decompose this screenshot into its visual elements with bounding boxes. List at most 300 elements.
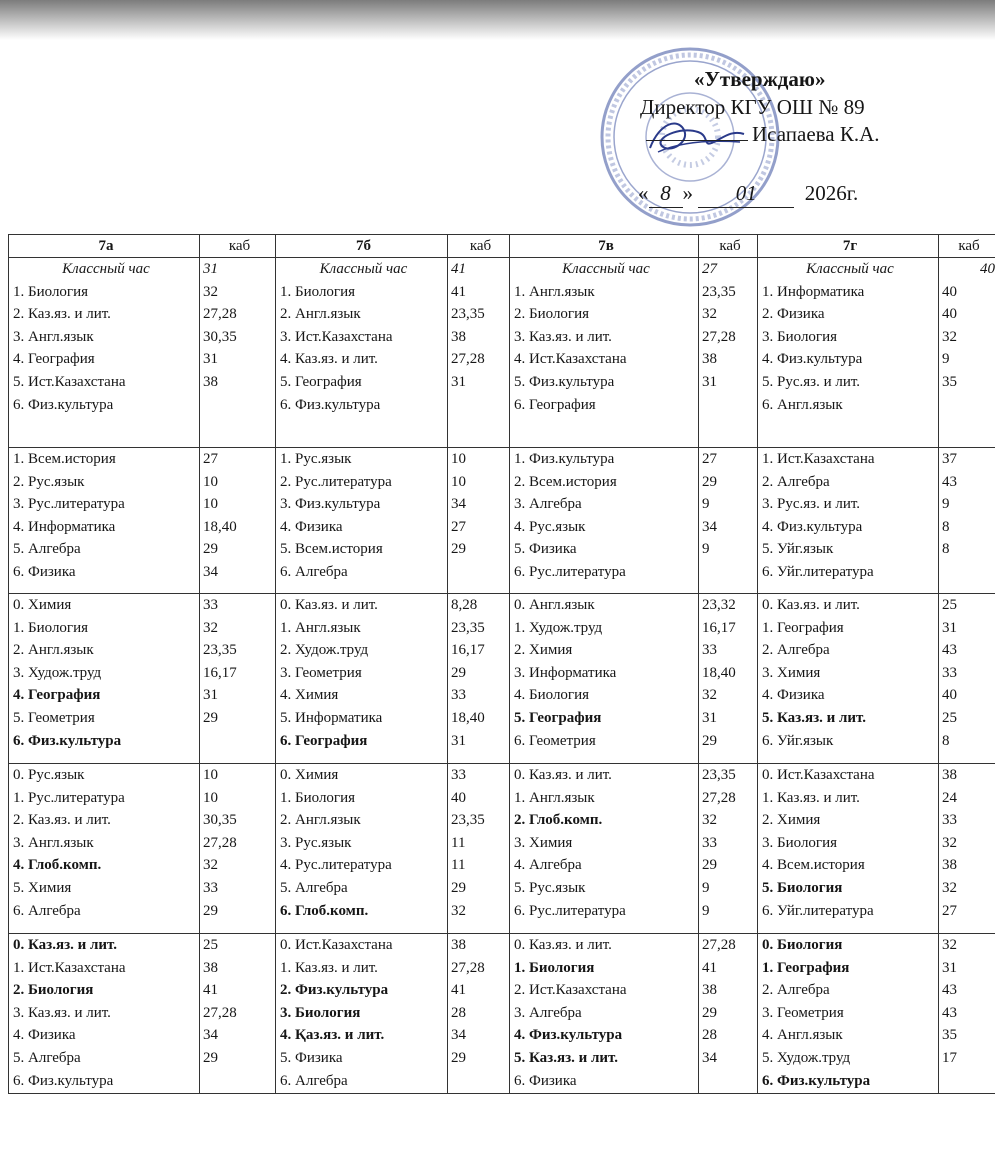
lesson-item: 0. Ист.Казахстана — [280, 937, 393, 953]
lesson-item: 1. Каз.яз. и лит. — [762, 789, 860, 806]
rooms-cell — [939, 258, 995, 448]
room-number: 10 — [451, 473, 466, 490]
room-number: 34 — [451, 1027, 466, 1044]
lesson-item: 1. География — [762, 619, 844, 636]
lesson-item: 6. Физ.культура — [13, 1072, 114, 1089]
day-row — [9, 594, 995, 764]
photo-shadow-band — [0, 0, 995, 40]
room-number: 16,17 — [203, 664, 237, 681]
room-number: 23,35 — [702, 767, 736, 783]
room-number: 32 — [702, 306, 717, 323]
lesson-item: 3. Биология — [762, 328, 838, 345]
room-number: 32 — [702, 687, 717, 704]
lesson-item: 5. Рус.язык — [514, 879, 586, 896]
approval-title: «Утверждаю» — [694, 67, 826, 91]
day-row — [9, 258, 995, 448]
room-number: 18,40 — [451, 709, 485, 726]
lesson-item: 1. Каз.яз. и лит. — [280, 959, 378, 976]
approval-date — [638, 180, 858, 208]
room-number: 29 — [702, 857, 717, 874]
room-header: каб — [200, 235, 276, 258]
room-number: 34 — [203, 1027, 218, 1044]
room-number: 18,40 — [702, 664, 736, 681]
lesson-item: 6. Уйг.литература — [762, 563, 874, 580]
lesson-item: 1. Биология — [280, 283, 356, 300]
rooms-cell — [699, 594, 758, 764]
room-number: 35 — [942, 373, 957, 390]
room-number: 32 — [702, 812, 717, 829]
room-number: 27 — [203, 451, 218, 467]
class-header-7v: 7в — [510, 235, 699, 258]
room-number: 33 — [451, 687, 466, 704]
room-number: 9 — [942, 351, 950, 368]
lesson-item: 1. Рус.литература — [13, 789, 125, 806]
lesson-item: 2. Биология — [514, 306, 590, 323]
room-number: 41 — [451, 283, 466, 300]
room-number: 38 — [702, 351, 717, 368]
room-number: 17 — [942, 1049, 957, 1066]
lesson-item: 6. Физ.культура — [13, 396, 114, 413]
lesson-item: 5. Каз.яз. и лит. — [762, 709, 867, 726]
lessons-cell — [9, 764, 200, 934]
lesson-item: 6. Алгебра — [280, 563, 348, 580]
lesson-item: 6. Физика — [13, 563, 76, 580]
room-number: 29 — [702, 473, 717, 490]
room-number: 32 — [203, 857, 218, 874]
lesson-item: 0. Каз.яз. и лит. — [514, 767, 612, 783]
lesson-item: 5. Физ.культура — [514, 373, 615, 390]
lesson-item: 1. Англ.язык — [280, 619, 361, 636]
room-number: 25 — [942, 597, 957, 613]
lesson-item: 3. Физ.культура — [280, 496, 381, 513]
lesson-item: 4. Глоб.комп. — [13, 857, 102, 874]
class-hour-room: 41 — [451, 261, 466, 277]
lessons-cell — [510, 764, 699, 934]
class-hour-label: Классный час — [62, 261, 150, 277]
lesson-item: 2. Англ.язык — [280, 812, 361, 829]
room-number: 37 — [942, 451, 957, 467]
lesson-item: 1. Физ.культура — [514, 451, 615, 467]
lesson-item: 6. Геометрия — [514, 732, 596, 749]
room-number: 33 — [942, 812, 957, 829]
lesson-item: 1. Биология — [13, 619, 89, 636]
room-number: 10 — [203, 496, 218, 513]
class-header-7b: 7б — [276, 235, 448, 258]
room-number: 41 — [702, 959, 717, 976]
room-number: 32 — [942, 937, 957, 953]
approval-signature-line — [646, 121, 880, 148]
rooms-cell — [448, 764, 510, 934]
room-number: 27,28 — [702, 937, 736, 953]
room-number: 29 — [451, 541, 466, 558]
room-number: 33 — [451, 767, 466, 783]
lesson-item: 5. Химия — [13, 879, 72, 896]
lesson-item: 1. Биология — [514, 959, 595, 976]
lesson-item: 3. Рус.литература — [13, 496, 125, 513]
room-number: 38 — [451, 937, 466, 953]
lesson-item: 4. Физика — [280, 518, 343, 535]
lessons-cell — [9, 448, 200, 594]
room-number: 43 — [942, 473, 957, 490]
room-number: 40 — [942, 283, 957, 300]
room-number: 10 — [203, 789, 218, 806]
lesson-item: 4. Физика — [13, 1027, 76, 1044]
room-number: 25 — [203, 937, 218, 953]
day-row — [9, 448, 995, 594]
room-number: 25 — [942, 709, 957, 726]
rooms-cell — [200, 258, 276, 448]
lesson-item: 1. Англ.язык — [514, 283, 595, 300]
lesson-item: 6. Алгебра — [13, 902, 81, 919]
room-number: 28 — [451, 1004, 466, 1021]
lesson-item: 4. Информатика — [13, 518, 116, 535]
lessons-cell — [9, 594, 200, 764]
room-number: 32 — [203, 619, 218, 636]
lessons-cell — [510, 258, 699, 448]
lesson-item: 5. Биология — [762, 879, 843, 896]
room-number: 16,17 — [702, 619, 736, 636]
room-number: 38 — [942, 767, 957, 783]
room-number: 29 — [203, 902, 218, 919]
lessons-cell — [510, 934, 699, 1094]
lesson-item: 5. Физика — [280, 1049, 343, 1066]
room-number: 10 — [203, 473, 218, 490]
lessons-cell — [9, 934, 200, 1094]
room-number: 43 — [942, 982, 957, 999]
date-day: 8 — [649, 180, 683, 208]
lesson-item: 3. Англ.язык — [13, 328, 94, 345]
lesson-item: 3. Биология — [280, 1004, 361, 1021]
lesson-item: 2. Химия — [762, 812, 821, 829]
room-number: 31 — [451, 373, 466, 390]
lesson-item: 6. Физ.культура — [280, 396, 381, 413]
lesson-item: 6. Физ.культура — [13, 732, 122, 749]
lesson-item: 3. Рус.яз. и лит. — [762, 496, 861, 513]
room-number: 38 — [702, 982, 717, 999]
lesson-item: 4. Қаз.яз. и лит. — [280, 1027, 385, 1044]
lesson-item: 4. Алгебра — [514, 857, 582, 874]
lesson-item: 2. Алгебра — [762, 642, 830, 659]
room-number: 11 — [451, 834, 466, 851]
lesson-item: 6. Глоб.комп. — [280, 902, 369, 919]
schedule-header-row — [9, 235, 995, 258]
lessons-cell — [758, 258, 939, 448]
lesson-item: 6. Рус.литература — [514, 563, 626, 580]
lessons-cell — [758, 764, 939, 934]
lesson-item: 1. Всем.история — [13, 451, 116, 467]
lesson-item: 4. Химия — [280, 687, 339, 704]
lesson-item: 4. Всем.история — [762, 857, 865, 874]
lesson-item: 0. Каз.яз. и лит. — [280, 597, 378, 613]
room-number: 34 — [702, 1049, 717, 1066]
lesson-item: 2. Химия — [514, 642, 573, 659]
lesson-item: 4. Биология — [514, 687, 590, 704]
rooms-cell — [699, 934, 758, 1094]
lessons-cell — [758, 934, 939, 1094]
lesson-item: 2. Физика — [762, 306, 825, 323]
room-number: 27,28 — [451, 959, 485, 976]
lesson-item: 0. Каз.яз. и лит. — [13, 937, 118, 953]
lesson-item: 1. Худож.труд — [514, 619, 603, 636]
lesson-item: 2. Глоб.комп. — [514, 812, 603, 829]
room-number: 23,35 — [451, 619, 485, 636]
lesson-item: 6. География — [280, 732, 368, 749]
approval-director-name: Исапаева К.А. — [752, 122, 880, 146]
lesson-item: 4. Рус.литература — [280, 857, 392, 874]
room-number: 31 — [203, 351, 218, 368]
lesson-item: 0. Химия — [13, 597, 72, 613]
lesson-item: 4. Физика — [762, 687, 825, 704]
lesson-item: 4. Англ.язык — [762, 1027, 843, 1044]
rooms-cell — [200, 448, 276, 594]
lessons-cell — [276, 448, 448, 594]
room-number: 9 — [702, 496, 710, 513]
lesson-item: 0. Химия — [280, 767, 339, 783]
lesson-item: 6. Англ.язык — [762, 396, 843, 413]
lesson-item: 1. Ист.Казахстана — [762, 451, 875, 467]
lesson-item: 5. Всем.история — [280, 541, 383, 558]
room-number: 8 — [942, 732, 950, 749]
rooms-cell — [448, 594, 510, 764]
room-header: каб — [939, 235, 995, 258]
lesson-item: 2. Рус.литература — [280, 473, 392, 490]
lesson-item: 2. Биология — [13, 982, 94, 999]
room-number: 11 — [451, 857, 466, 874]
lessons-cell — [758, 448, 939, 594]
room-number: 9 — [702, 902, 710, 919]
room-number: 10 — [451, 451, 466, 467]
room-number: 9 — [702, 541, 710, 558]
room-number: 27,28 — [702, 789, 736, 806]
room-number: 23,35 — [451, 306, 485, 323]
room-number: 41 — [451, 982, 466, 999]
rooms-cell — [200, 764, 276, 934]
lesson-item: 0. Каз.яз. и лит. — [514, 937, 612, 953]
room-number: 31 — [451, 732, 466, 749]
lessons-cell — [276, 594, 448, 764]
room-number: 30,35 — [203, 812, 237, 829]
class-hour-label: Классный час — [562, 261, 650, 277]
room-number: 27 — [942, 902, 957, 919]
lesson-item: 3. Алгебра — [514, 496, 582, 513]
lesson-item: 3. Информатика — [514, 664, 617, 681]
room-number: 29 — [451, 664, 466, 681]
date-year: 2026г. — [804, 181, 859, 205]
lesson-item: 2. Каз.яз. и лит. — [13, 306, 111, 323]
room-number: 40 — [942, 306, 957, 323]
lesson-item: 5. Информатика — [280, 709, 383, 726]
rooms-cell — [699, 764, 758, 934]
lessons-cell — [510, 448, 699, 594]
lesson-item: 3. Ист.Казахстана — [280, 328, 393, 345]
lesson-item: 2. Худож.труд — [280, 642, 369, 659]
lesson-item: 2. Англ.язык — [280, 306, 361, 323]
room-number: 16,17 — [451, 642, 485, 659]
room-number: 29 — [451, 1049, 466, 1066]
lesson-item: 5. Рус.яз. и лит. — [762, 373, 861, 390]
lesson-item: 3. Алгебра — [514, 1004, 582, 1021]
date-month: 01 — [698, 180, 794, 208]
rooms-cell — [939, 764, 995, 934]
room-number: 31 — [702, 373, 717, 390]
room-number: 27,28 — [203, 1004, 237, 1021]
room-number: 8,28 — [451, 597, 478, 613]
room-number: 29 — [702, 1004, 717, 1021]
room-number: 32 — [942, 834, 957, 851]
room-number: 8 — [942, 518, 950, 535]
lesson-item: 6. Физ.культура — [762, 1072, 871, 1089]
room-number: 8 — [942, 541, 950, 558]
lesson-item: 6. Рус.литература — [514, 902, 626, 919]
lesson-item: 4. Ист.Казахстана — [514, 351, 627, 368]
lesson-item: 4. Физ.культура — [762, 351, 863, 368]
lesson-item: 0. Рус.язык — [13, 767, 85, 783]
lesson-item: 5. Алгебра — [280, 879, 348, 896]
room-number: 18,40 — [203, 518, 237, 535]
lesson-item: 1. Ист.Казахстана — [13, 959, 126, 976]
lesson-item: 5. Каз.яз. и лит. — [514, 1049, 619, 1066]
lesson-item: 3. Геометрия — [762, 1004, 844, 1021]
rooms-cell — [939, 594, 995, 764]
lesson-item: 1. Англ.язык — [514, 789, 595, 806]
room-number: 10 — [203, 767, 218, 783]
schedule-table — [8, 234, 995, 1094]
lesson-item: 5. Алгебра — [13, 1049, 81, 1066]
lesson-item: 5. География — [280, 373, 362, 390]
lesson-item: 6. География — [514, 396, 596, 413]
room-number: 27,28 — [702, 328, 736, 345]
room-number: 38 — [203, 959, 218, 976]
lesson-item: 3. Геометрия — [280, 664, 362, 681]
rooms-cell — [699, 448, 758, 594]
lesson-item: 0. Ист.Казахстана — [762, 767, 875, 783]
room-number: 29 — [203, 541, 218, 558]
room-number: 23,32 — [702, 597, 736, 613]
room-header: каб — [448, 235, 510, 258]
room-number: 27 — [451, 518, 466, 535]
lesson-item: 2. Англ.язык — [13, 642, 94, 659]
room-number: 31 — [203, 687, 218, 704]
rooms-cell — [939, 448, 995, 594]
lesson-item: 5. География — [514, 709, 602, 726]
lesson-item: 0. Англ.язык — [514, 597, 595, 613]
lessons-cell — [276, 258, 448, 448]
room-number: 24 — [942, 789, 957, 806]
lesson-item: 5. Уйг.язык — [762, 541, 834, 558]
room-number: 32 — [942, 879, 957, 896]
lessons-cell — [276, 764, 448, 934]
room-number: 34 — [702, 518, 717, 535]
class-header-7g: 7г — [758, 235, 939, 258]
lesson-item: 5. Алгебра — [13, 541, 81, 558]
class-hour-label: Классный час — [806, 261, 894, 277]
lesson-item: 4. Физ.культура — [762, 518, 863, 535]
room-number: 9 — [702, 879, 710, 896]
lesson-item: 4. География — [13, 687, 101, 704]
lesson-item: 1. Информатика — [762, 283, 865, 300]
rooms-cell — [699, 258, 758, 448]
rooms-cell — [200, 594, 276, 764]
lessons-cell — [9, 258, 200, 448]
room-number: 33 — [942, 664, 957, 681]
signature-underline — [646, 140, 748, 141]
room-number: 31 — [942, 959, 957, 976]
lesson-item: 2. Физ.культура — [280, 982, 389, 999]
room-number: 43 — [942, 1004, 957, 1021]
room-number: 43 — [942, 642, 957, 659]
lesson-item: 3. Биология — [762, 834, 838, 851]
lesson-item: 6. Уйг.язык — [762, 732, 834, 749]
lesson-item: 1. Биология — [280, 789, 356, 806]
room-number: 34 — [203, 563, 218, 580]
approval-position: Директор КГУ ОШ № 89 — [640, 95, 865, 119]
room-number: 40 — [451, 789, 466, 806]
lesson-item: 1. География — [762, 959, 850, 976]
class-hour-room: 27 — [702, 261, 717, 277]
room-number: 38 — [203, 373, 218, 390]
lesson-item: 3. Каз.яз. и лит. — [13, 1004, 111, 1021]
lesson-item: 5. Физика — [514, 541, 577, 558]
room-number: 35 — [942, 1027, 957, 1044]
class-hour-room: 31 — [203, 261, 218, 277]
lesson-item: 0. Биология — [762, 937, 843, 953]
room-number: 29 — [203, 1049, 218, 1066]
lesson-item: 3. Худож.труд — [13, 664, 102, 681]
room-number: 28 — [702, 1027, 717, 1044]
lesson-item: 6. Физика — [514, 1072, 577, 1089]
lesson-item: 1. Рус.язык — [280, 451, 352, 467]
room-number: 38 — [451, 328, 466, 345]
room-header: каб — [699, 235, 758, 258]
room-number: 33 — [203, 597, 218, 613]
lesson-item: 2. Каз.яз. и лит. — [13, 812, 111, 829]
room-number: 34 — [451, 496, 466, 513]
rooms-cell — [448, 448, 510, 594]
room-number: 30,35 — [203, 328, 237, 345]
date-close-quote: » — [682, 181, 693, 205]
lesson-item: 2. Ист.Казахстана — [514, 982, 627, 999]
lesson-item: 1. Биология — [13, 283, 89, 300]
lesson-item: 2. Рус.язык — [13, 473, 85, 490]
room-number: 23,35 — [203, 642, 237, 659]
lesson-item: 3. Химия — [514, 834, 573, 851]
class-hour-room: 40 — [980, 261, 995, 277]
rooms-cell — [939, 934, 995, 1094]
date-open-quote: « — [638, 181, 649, 205]
lessons-cell — [510, 594, 699, 764]
day-row — [9, 764, 995, 934]
room-number: 38 — [942, 857, 957, 874]
lesson-item: 2. Алгебра — [762, 982, 830, 999]
lesson-item: 2. Алгебра — [762, 473, 830, 490]
rooms-cell — [448, 934, 510, 1094]
lesson-item: 2. Всем.история — [514, 473, 617, 490]
lesson-item: 6. Алгебра — [280, 1072, 348, 1089]
room-number: 27 — [702, 451, 717, 467]
rooms-cell — [448, 258, 510, 448]
room-number: 31 — [942, 619, 957, 636]
room-number: 23,35 — [451, 812, 485, 829]
room-number: 27,28 — [203, 306, 237, 323]
lesson-item: 4. География — [13, 351, 95, 368]
room-number: 31 — [702, 709, 717, 726]
room-number: 33 — [203, 879, 218, 896]
class-header-7a: 7а — [9, 235, 200, 258]
lesson-item: 6. Уйг.литература — [762, 902, 874, 919]
lesson-item: 4. Физ.культура — [514, 1027, 623, 1044]
lesson-item: 3. Рус.язык — [280, 834, 352, 851]
lesson-item: 3. Химия — [762, 664, 821, 681]
